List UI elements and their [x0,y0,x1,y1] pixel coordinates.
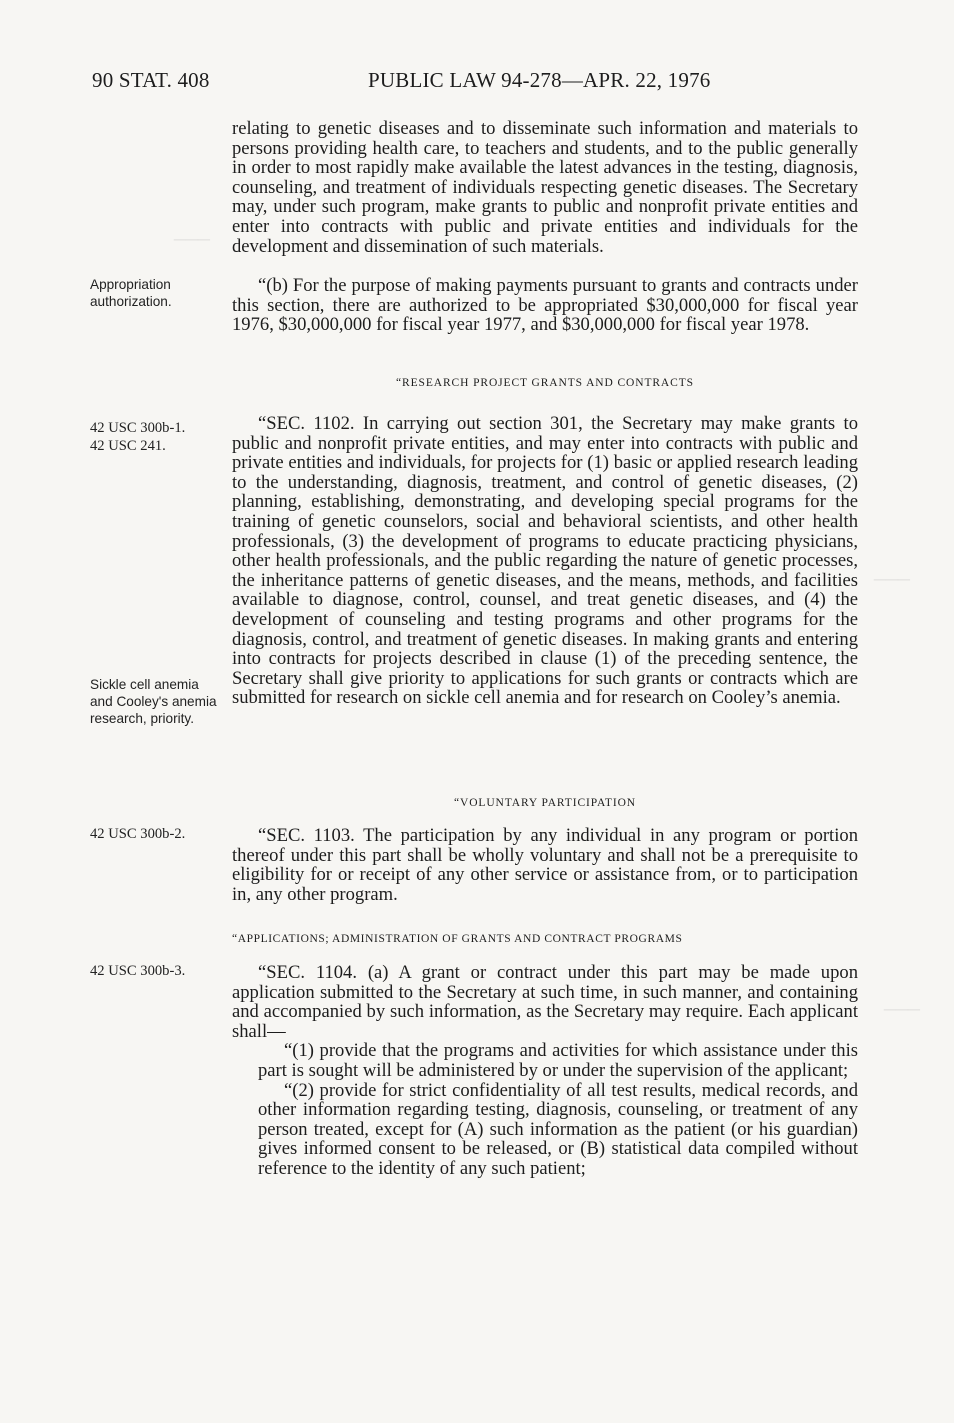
text-block-sec-1103 [232,826,858,904]
section-heading: “VOLUNTARY PARTICIPATION [454,797,636,809]
margin-note-usc-300b-2: 42 USC 300b-2. [90,826,186,842]
paragraph: “SEC. 1104. (a) A grant or contract under this part may be made upon application submitted to the Secretary at such time, in such manner, and containing and accompanied by such information, as the Secretary may require. Each applicant shall— [232,962,858,1042]
heading-block [232,376,858,390]
paragraph: “SEC. 1103. The participation by any individual in any program or portion thereof under this part shall be wholly voluntary and shall not be a prerequisite to eligibility for or receipt of any other service or assistance from, or to participation in, any other program. [232,825,858,905]
paragraph: “SEC. 1102. In carrying out section 301, the Secretary may make grants to public and nonprofit private entities, and may enter into contracts with public and private entities and individuals, for projects for (1) basic or applied research leading to the understanding, diagnosis, treatment, and control of genetic diseases, (2) planning, establishing, demonstrating, and developing special programs for the training of genetic counselors, social and behavioral scientists, and other health professionals, (3) the development of programs to educate practicing physicians, other health professionals, and the public regarding the nature of genetic processes, the inheritance patterns of genetic diseases, and the means, methods, and facilities available to diagnose, control, counsel, and treat genetic diseases, and (4) the development of counseling and testing programs and other programs for the diagnosis, control, and treatment of genetic diseases. In making grants and entering into contracts for projects described in clause (1) of the preceding sentence, the Secretary shall give priority to applications for such grants or contracts which are submitted for research on sickle cell anemia and for research on Cooley’s anemia. [232,413,858,709]
running-head: PUBLIC LAW 94-278—APR. 22, 1976 [368,68,711,92]
section-heading: “RESEARCH PROJECT GRANTS AND CONTRACTS [396,377,694,389]
bleed-through-mark: ─── [873,570,910,589]
margin-note-usc-300b-1: 42 USC 300b-1. [90,420,186,436]
bleed-through-mark: ─── [173,230,210,249]
margin-note-usc-300b-3: 42 USC 300b-3. [90,963,186,979]
list-item: “(1) provide that the programs and activities for which assistance under this part is sought will be administered by or under the supervision of the applicant; [258,1040,858,1081]
margin-note-appropriation: Appropriation authorization. [90,277,172,309]
margin-note-usc-241: 42 USC 241. [90,438,166,454]
text-block-para-1 [232,119,858,256]
text-block-sec-1104 [232,963,858,1179]
text-block-subsection-b [232,276,858,335]
paragraph: “(b) For the purpose of making payments pursuant to grants and contracts under this section, there are authorized to be appropriated $30,000,000 for fiscal year 1976, $30,000,000 for fiscal year 1977, and $30,000,000 for fiscal year 1978. [232,275,858,336]
text-block-sec-1102 [232,414,858,708]
margin-note-sickle-cell: Sickle cell anemia and Cooley's anemia research, priority. [90,677,217,726]
section-heading: “APPLICATIONS; ADMINISTRATION OF GRANTS AND CONTRACT PROGRAMS [232,933,683,945]
list-item: “(2) provide for strict confidentiality of all test results, medical records, and other information regarding testing, diagnosis, counseling, or treatment of any person treated, except for (A) such information as the patient (or his guardian) gives informed consent to be released, or (B) statistical data compiled without reference to the identity of any such patient; [258,1079,858,1179]
heading-block [232,796,858,810]
bleed-through-mark: ─── [883,1000,920,1019]
paragraph: relating to genetic diseases and to disseminate such information and materials to persons providing health care, to teachers and students, and to the public generally in order to most rapidly make available the latest advances in the testing, diagnosis, counseling, and treatment of individuals respecting genetic diseases. The Secretary may, under such program, make grants to public and nonprofit private entities and enter into contracts with public and private entities and individuals for the development and dissemination of such materials. [232,118,858,257]
heading-block [232,932,858,946]
stat-reference: 90 STAT. 408 [92,68,210,92]
